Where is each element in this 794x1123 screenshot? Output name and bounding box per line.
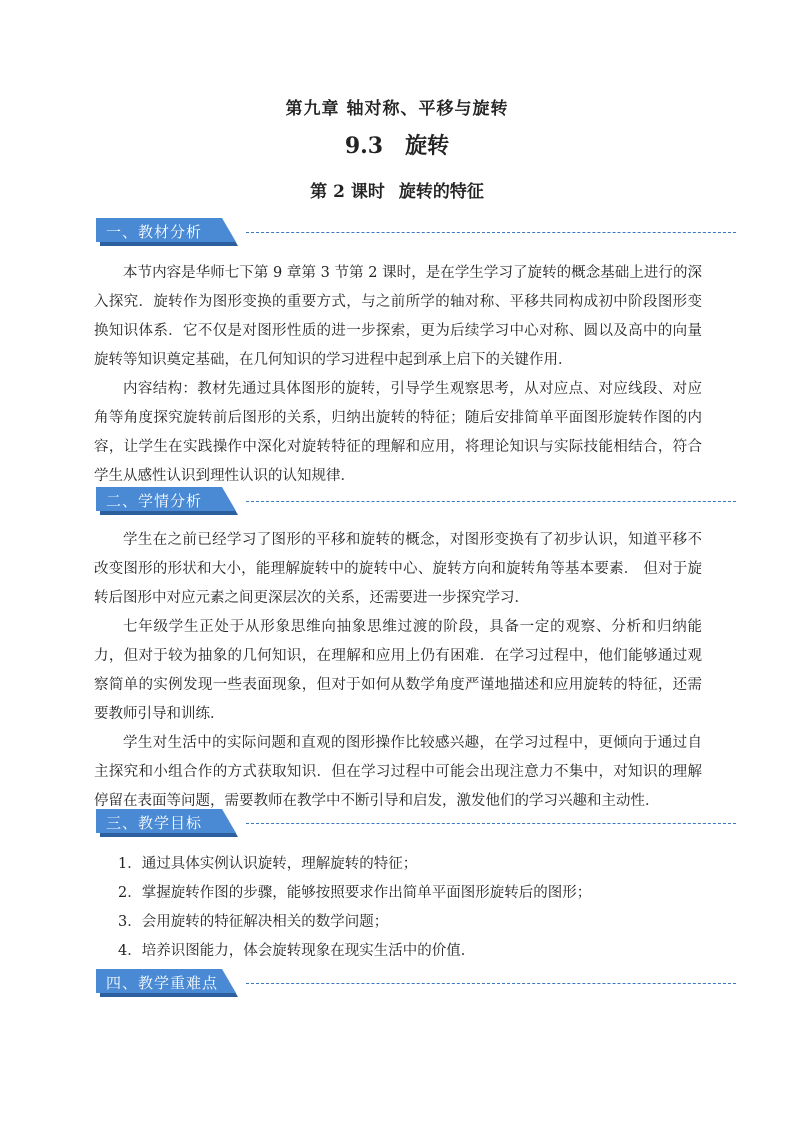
paragraph: 七年级学生正处于从形象思维向抽象思维过渡的阶段，具备一定的观察、分析和归纳能力，但对于较为抽象的几何知识，在理解和应用上仍有困难．在学习过程中，他们能够通过观察简单的实例发现一些表面现象，但对于如何从数学角度严谨地描述和应用旋转的特征，还需要教师引导和训练． <box>94 619 702 722</box>
section-heading <box>0 129 794 160</box>
paragraph: 内容结构：教材先通过具体图形的旋转，引导学生观察思考，从对应点、对应线段、对应角等角度探究旋转前后图形的关系，归纳出旋转的特征；随后安排简单平面图形旋转作图的内容，让学生在实践操作中深化对旋转特征的理解和应用，将理论知识与实际技能相结合，符合学生从感性认识到理性认识的认知规律． <box>94 381 702 484</box>
section-tab-label: 一、教材分析 <box>106 223 203 241</box>
paragraph: 学生对生活中的实际问题和直观的图形操作比较感兴趣，在学习过程中，更倾向于通过自主探究和小组合作的方式获取知识．但在学习过程中可能会出现注意力不集中，对知识的理解停留在表面等问题，需要教师在教学中不断引导和启发，激发他们的学习兴趣和主动性． <box>94 735 702 809</box>
section-title: 旋转 <box>405 133 450 159</box>
section-tab-label: 四、教学重难点 <box>106 974 219 992</box>
paragraph: 学生在之前已经学习了图形的平移和旋转的概念，对图形变换有了初步认识，知道平移不改变图形的形状和大小，能理解旋转中的旋转中心、旋转方向和旋转角等基本要素． 但对于旋转后图形中对应元素之间更深层次的关系，还需要进一步探究学习． <box>94 532 702 606</box>
list-item: 1．通过具体实例认识旋转，理解旋转的特征； <box>118 856 418 872</box>
lesson-title: 旋转的特征 <box>398 182 484 202</box>
section-tab-label: 二、学情分析 <box>106 492 203 510</box>
section-tab <box>96 218 240 244</box>
section-tab <box>96 969 240 995</box>
lesson-heading <box>0 177 794 202</box>
section-header-key-difficulties <box>96 967 736 999</box>
section-tab <box>96 487 240 513</box>
chapter-title: 第九章 轴对称、平移与旋转 <box>285 99 509 119</box>
section-number: 9.3 <box>344 133 384 159</box>
paragraph: 本节内容是华师七下第 9 章第 3 节第 2 课时，是在学生学习了旋转的概念基础上进行的深入探究．旋转作为图形变换的重要方式，与之前所学的轴对称、平移共同构成初中阶段图形变换知识体系．它不仅是对图形性质的进一步探索，更为后续学习中心对称、圆以及高中的向量旋转等知识奠定基础，在几何知识的学习进程中起到承上启下的关键作用． <box>94 265 702 368</box>
section-divider <box>246 232 736 233</box>
list-item: 4．培养识图能力，体会旋转现象在现实生活中的价值． <box>118 943 476 959</box>
list-item: 2．掌握旋转作图的步骤，能够按照要求作出简单平面图形旋转后的图形； <box>118 885 592 901</box>
section-divider <box>246 823 736 824</box>
lesson-number: 第 2 课时 <box>310 182 385 202</box>
section-tab <box>96 809 240 835</box>
section-tab-label: 三、教学目标 <box>106 814 203 832</box>
section-divider <box>246 983 736 984</box>
list-item: 3．会用旋转的特征解决相关的数学问题； <box>118 914 389 930</box>
section-body-student-analysis <box>94 526 702 816</box>
section-header-textbook-analysis <box>96 216 736 248</box>
section-header-student-analysis <box>96 485 736 517</box>
section-body-textbook-analysis <box>94 259 702 491</box>
section-header-teaching-goals <box>96 807 736 839</box>
teaching-goals-list <box>118 850 718 966</box>
section-divider <box>246 501 736 502</box>
